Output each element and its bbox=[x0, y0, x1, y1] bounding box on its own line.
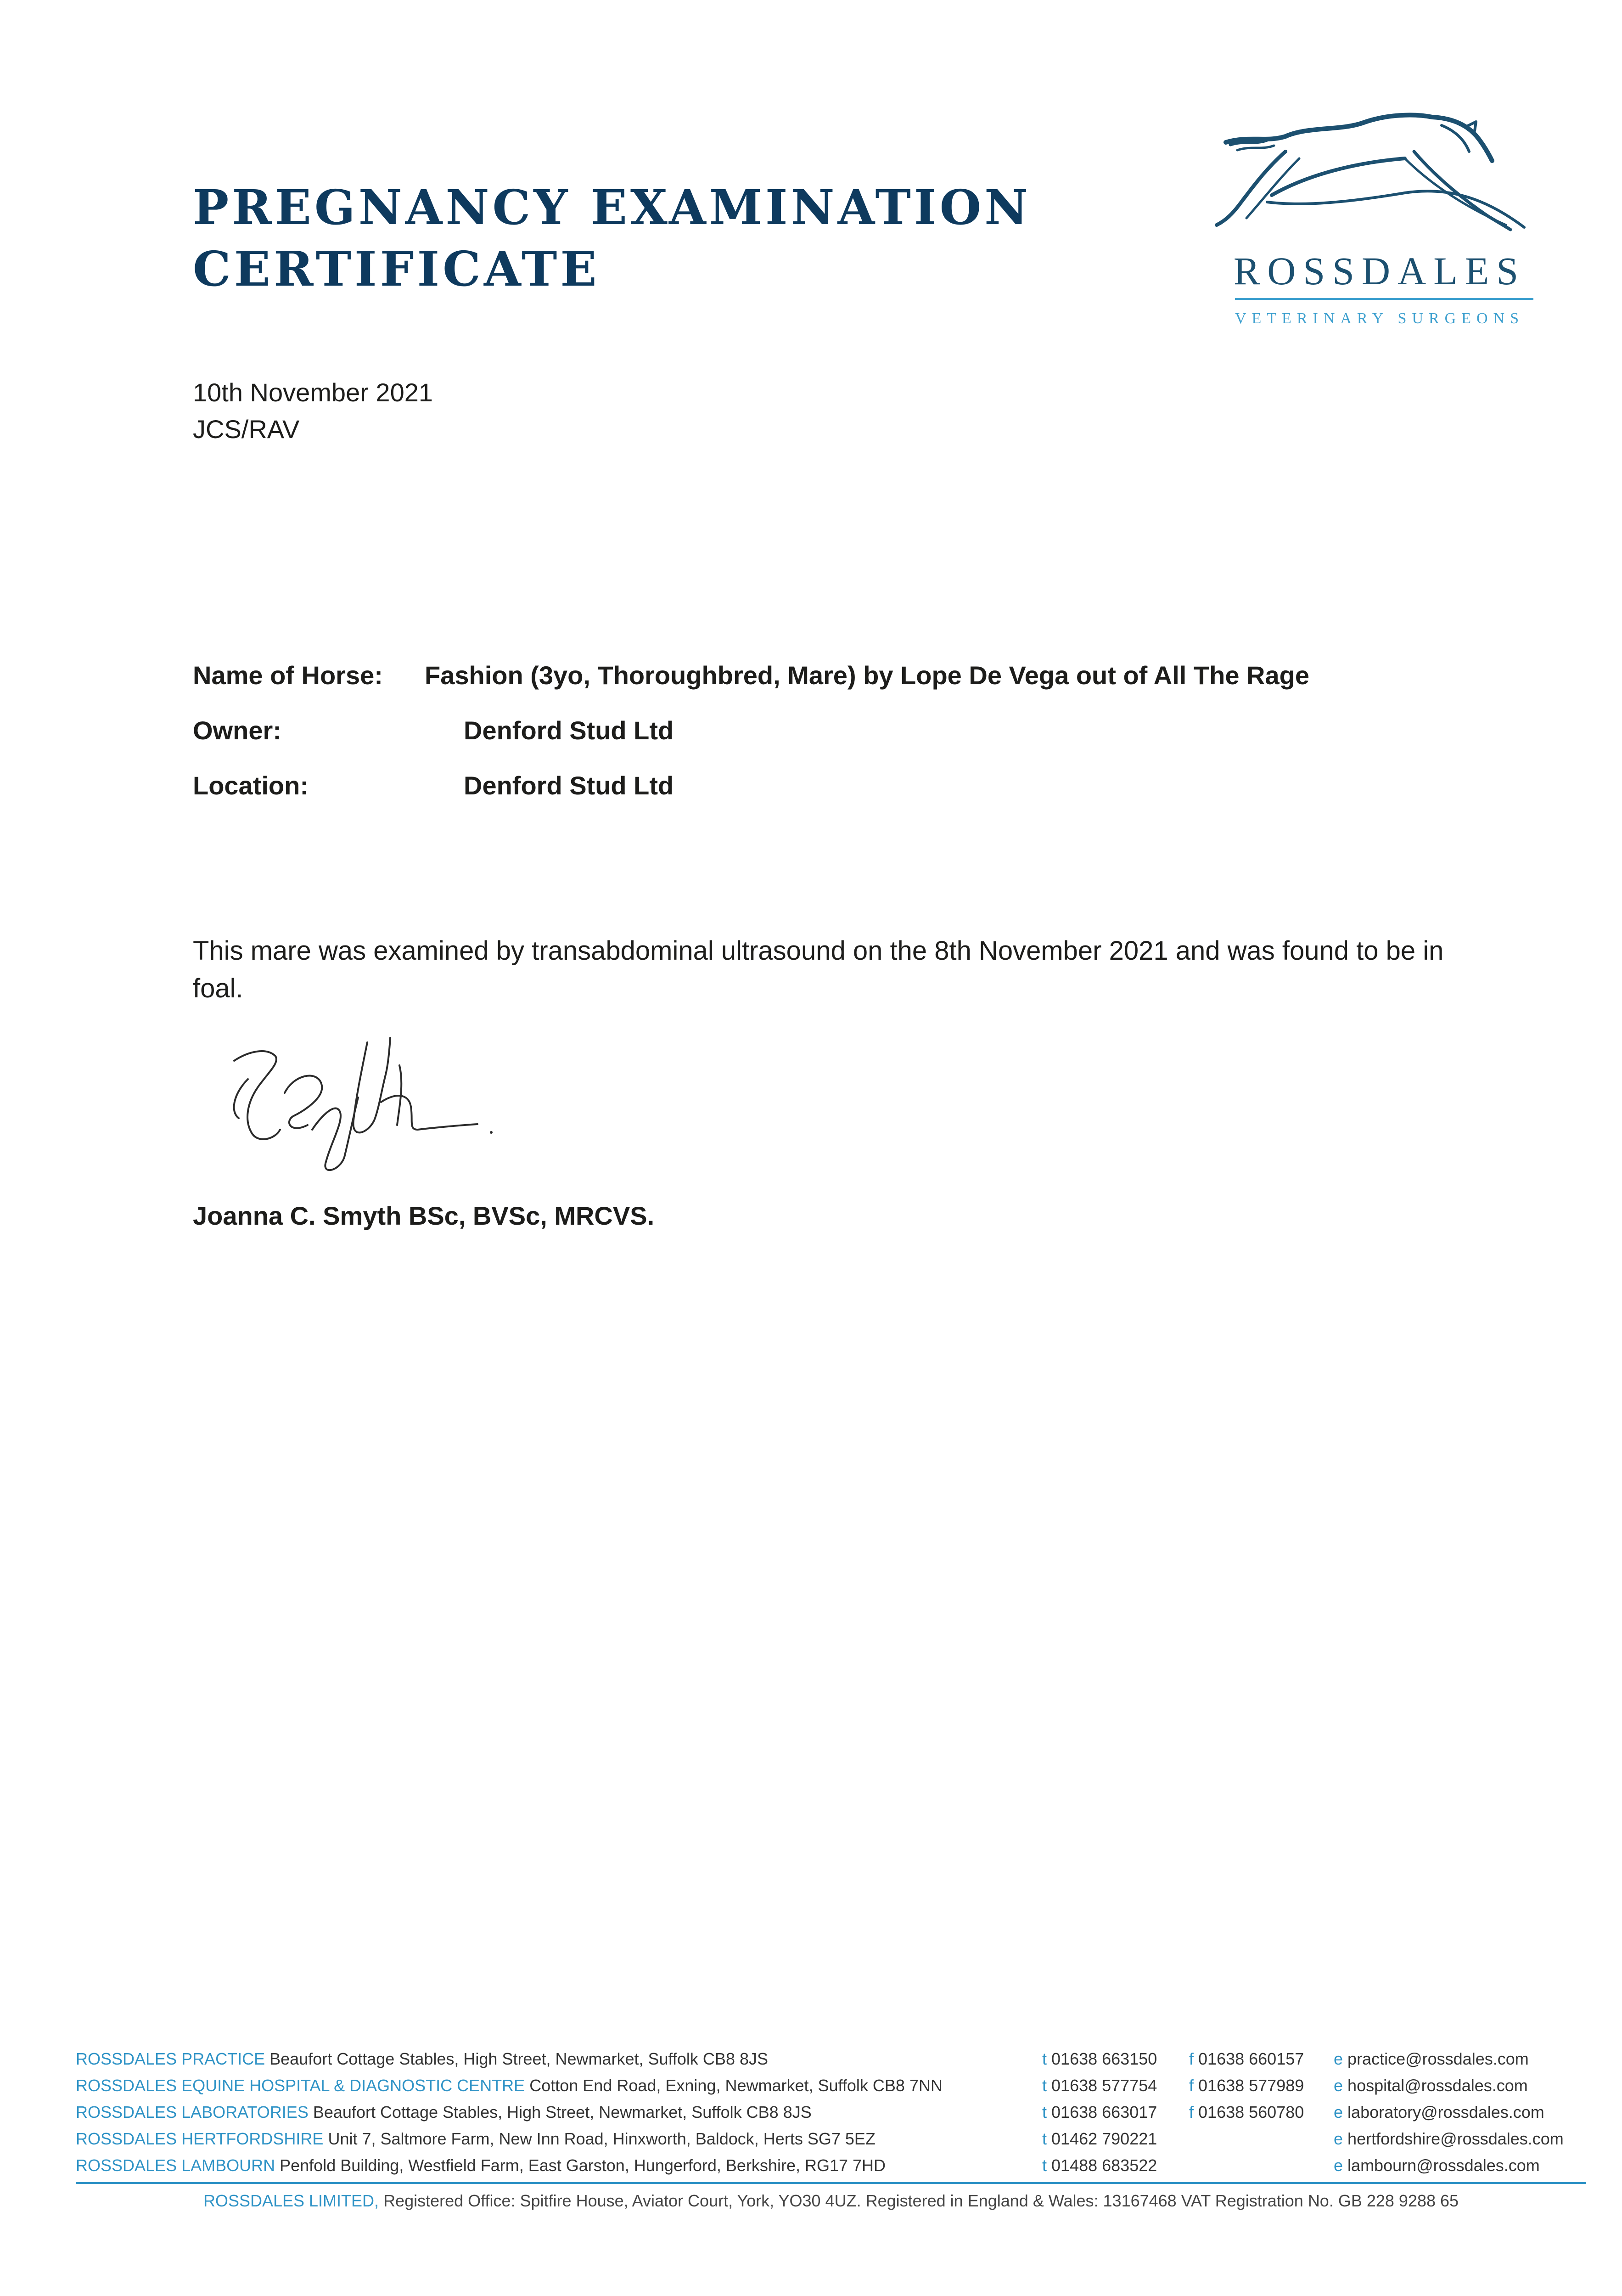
email-address[interactable]: practice@rossdales.com bbox=[1347, 2049, 1529, 2068]
tel-number: 01638 663017 bbox=[1051, 2103, 1157, 2122]
brand-subtitle: VETERINARY SURGEONS bbox=[1235, 310, 1525, 327]
tel-label: t bbox=[1042, 2156, 1047, 2175]
office-address: Beaufort Cottage Stables, High Street, Newmarket, Suffolk CB8 8JS bbox=[269, 2049, 768, 2068]
tel-number: 01462 790221 bbox=[1051, 2129, 1157, 2148]
tel-label: t bbox=[1042, 2103, 1047, 2122]
tel-label: t bbox=[1042, 2129, 1047, 2148]
office-name: ROSSDALES PRACTICE bbox=[76, 2049, 265, 2068]
examination-statement: This mare was examined by transabdominal ultrasound on the 8th November 2021 and was found to be in foal. bbox=[193, 936, 1444, 1003]
email-label: e bbox=[1334, 2103, 1343, 2122]
office-address: Cotton End Road, Exning, Newmarket, Suffolk CB8 7NN bbox=[529, 2076, 943, 2095]
email-label: e bbox=[1334, 2076, 1343, 2095]
page-title bbox=[193, 177, 1031, 300]
letter-meta bbox=[193, 374, 433, 448]
brand-divider bbox=[1235, 298, 1533, 300]
office-name: ROSSDALES LABORATORIES bbox=[76, 2103, 309, 2122]
registration-details: Registered Office: Spitfire House, Aviator Court, York, YO30 4UZ. Registered in England & Wales: 13167468 VAT Registration No. GB 228 9288 65 bbox=[383, 2191, 1459, 2210]
owner-label: Owner: bbox=[193, 716, 281, 745]
signature bbox=[216, 1024, 510, 1185]
rossdales-logo bbox=[1212, 108, 1533, 338]
office-name: ROSSDALES HERTFORDSHIRE bbox=[76, 2129, 324, 2148]
letter-reference: JCS/RAV bbox=[193, 415, 300, 444]
email-address[interactable]: lambourn@rossdales.com bbox=[1347, 2156, 1540, 2175]
fax-number: 01638 660157 bbox=[1198, 2049, 1304, 2068]
footer-divider bbox=[76, 2182, 1586, 2184]
office-address: Penfold Building, Westfield Farm, East Garston, Hungerford, Berkshire, RG17 7HD bbox=[280, 2156, 886, 2175]
fax-label: f bbox=[1189, 2049, 1194, 2068]
location-row bbox=[193, 771, 674, 800]
footer-row bbox=[76, 2126, 1586, 2152]
tel-label: t bbox=[1042, 2049, 1047, 2068]
tel-number: 01488 683522 bbox=[1051, 2156, 1157, 2175]
footer-row bbox=[76, 2046, 1586, 2072]
email-address[interactable]: hertfordshire@rossdales.com bbox=[1347, 2129, 1564, 2148]
location-value: Denford Stud Ltd bbox=[464, 771, 674, 800]
horse-name-row bbox=[193, 660, 1309, 690]
signatory-name: Joanna C. Smyth BSc, BVSc, MRCVS. bbox=[193, 1201, 655, 1230]
email-label: e bbox=[1334, 2049, 1343, 2068]
footer-contacts bbox=[76, 2046, 1586, 2179]
horse-name-value: Fashion (3yo, Thoroughbred, Mare) by Lope De Vega out of All The Rage bbox=[425, 661, 1309, 690]
tel-label: t bbox=[1042, 2076, 1047, 2095]
location-label: Location: bbox=[193, 771, 309, 800]
footer-row bbox=[76, 2072, 1586, 2099]
fax-label: f bbox=[1189, 2103, 1194, 2122]
office-address: Beaufort Cottage Stables, High Street, Newmarket, Suffolk CB8 8JS bbox=[313, 2103, 812, 2122]
letter-date: 10th November 2021 bbox=[193, 378, 433, 407]
title-line-2: CERTIFICATE bbox=[193, 241, 600, 297]
owner-row bbox=[193, 715, 674, 745]
footer-row bbox=[76, 2152, 1586, 2179]
email-address[interactable]: laboratory@rossdales.com bbox=[1347, 2103, 1544, 2122]
fax-number: 01638 577989 bbox=[1198, 2076, 1304, 2095]
brand-name: ROSSDALES bbox=[1233, 249, 1526, 293]
owner-value: Denford Stud Ltd bbox=[464, 716, 674, 745]
horse-name-label: Name of Horse: bbox=[193, 661, 383, 690]
fax-number: 01638 560780 bbox=[1198, 2103, 1304, 2122]
email-address[interactable]: hospital@rossdales.com bbox=[1347, 2076, 1528, 2095]
handwritten-signature-icon bbox=[216, 1024, 510, 1185]
email-label: e bbox=[1334, 2129, 1343, 2148]
company-registration bbox=[76, 2188, 1586, 2214]
galloping-horse-logo-icon bbox=[1212, 108, 1533, 259]
title-line-1: PREGNANCY EXAMINATION bbox=[193, 179, 1032, 236]
email-label: e bbox=[1334, 2156, 1343, 2175]
tel-number: 01638 663150 bbox=[1051, 2049, 1157, 2068]
footer-row bbox=[76, 2099, 1586, 2126]
company-name: ROSSDALES LIMITED, bbox=[203, 2191, 379, 2210]
fax-label: f bbox=[1189, 2076, 1194, 2095]
tel-number: 01638 577754 bbox=[1051, 2076, 1157, 2095]
office-address: Unit 7, Saltmore Farm, New Inn Road, Hinxworth, Baldock, Herts SG7 5EZ bbox=[328, 2129, 876, 2148]
office-name: ROSSDALES LAMBOURN bbox=[76, 2156, 275, 2175]
office-name: ROSSDALES EQUINE HOSPITAL & DIAGNOSTIC CENTRE bbox=[76, 2076, 525, 2095]
